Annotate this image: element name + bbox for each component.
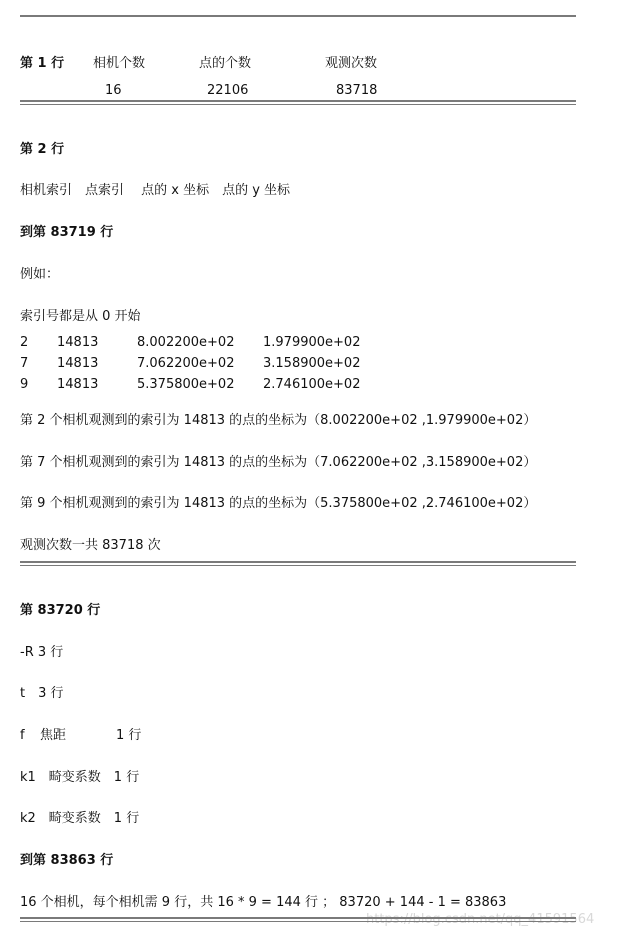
row-point-index: 14813	[57, 377, 99, 392]
row-x-coordinate: 8.002200e+02	[137, 335, 235, 350]
row-point-index: 14813	[57, 335, 99, 350]
header-camera-count: 相机个数	[93, 56, 146, 71]
explanation-line: 第 9 个相机观测到的索引为 14813 的点的坐标为（5.375800e+02 ,2.746100e+02）	[20, 496, 537, 511]
bottom-divider	[20, 917, 576, 922]
row-y-coordinate: 1.979900e+02	[263, 335, 361, 350]
section1-divider	[20, 100, 576, 105]
value-observation-count: 83718	[336, 83, 378, 98]
header-observation-count: 观测次数	[325, 56, 378, 71]
index-note: 索引号都是从 0 开始	[20, 309, 141, 324]
param-f-line: f 焦距 1 行	[20, 728, 142, 743]
value-camera-count: 16	[105, 83, 122, 98]
param-t-line: t 3 行	[20, 686, 64, 701]
camera-summary: 16 个相机，每个相机需 9 行，共 16 * 9 = 144 行 ； 83720 + 144 - 1 = 83863	[20, 895, 507, 910]
section3-heading: 第 83720 行	[20, 603, 101, 618]
example-label: 例如：	[20, 267, 60, 282]
top-divider	[20, 15, 576, 17]
section2-range-end: 到第 83719 行	[20, 225, 114, 240]
value-point-count: 22106	[207, 83, 249, 98]
section3-range-end: 到第 83863 行	[20, 853, 114, 868]
section2-heading: 第 2 行	[20, 142, 65, 157]
row-y-coordinate: 3.158900e+02	[263, 356, 361, 371]
row-x-coordinate: 7.062200e+02	[137, 356, 235, 371]
section2-fields: 相机索引 点索引 点的 x 坐标 点的 y 坐标	[20, 183, 291, 198]
row-point-index: 14813	[57, 356, 99, 371]
observation-total: 观测次数一共 83718 次	[20, 538, 161, 553]
explanation-line: 第 7 个相机观测到的索引为 14813 的点的坐标为（7.062200e+02 ,3.158900e+02）	[20, 455, 537, 470]
row-camera-index: 2	[20, 335, 29, 350]
header-point-count: 点的个数	[199, 56, 252, 71]
row-x-coordinate: 5.375800e+02	[137, 377, 235, 392]
row-camera-index: 7	[20, 356, 29, 371]
blog-watermark: https://blog.csdn.net/qq_41591564	[366, 912, 595, 927]
section1-heading: 第 1 行	[20, 56, 65, 71]
param-k1-line: k1 畸变系数 1 行	[20, 770, 140, 785]
param-r-line: -R 3 行	[20, 645, 64, 660]
param-k2-line: k2 畸变系数 1 行	[20, 811, 140, 826]
section2-divider	[20, 561, 576, 566]
row-camera-index: 9	[20, 377, 29, 392]
explanation-line: 第 2 个相机观测到的索引为 14813 的点的坐标为（8.002200e+02 ,1.979900e+02）	[20, 413, 537, 428]
row-y-coordinate: 2.746100e+02	[263, 377, 361, 392]
